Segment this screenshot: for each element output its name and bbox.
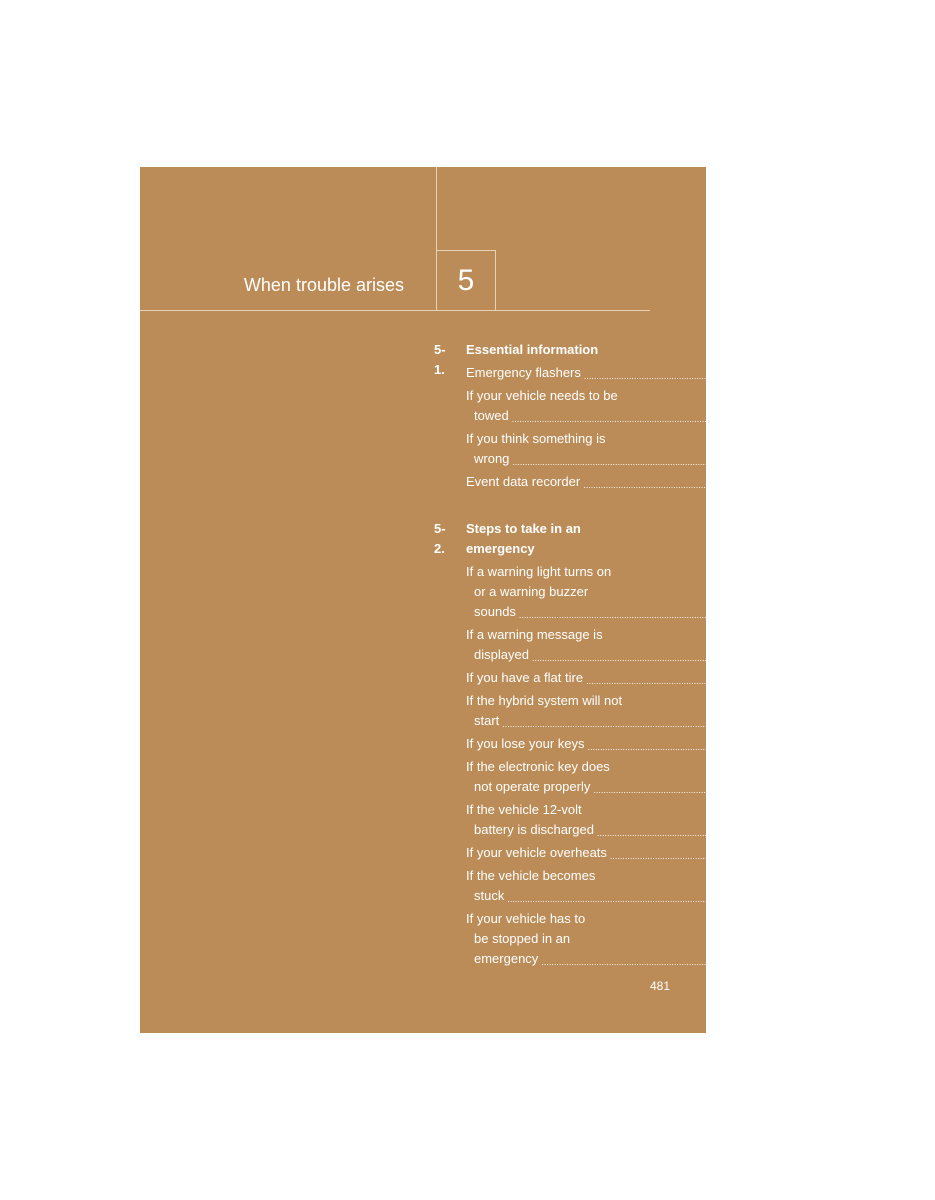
- toc-entry-text: If the hybrid system will not: [466, 693, 623, 708]
- toc-entry-text: towed: [474, 408, 509, 423]
- toc-entry[interactable]: [466, 668, 911, 688]
- toc-entry[interactable]: [466, 866, 833, 906]
- leader-dots: ........................................................................................................................: [586, 676, 887, 686]
- section-title: Essential information: [466, 342, 599, 357]
- toc-page-number: 482: [886, 365, 909, 380]
- leader-dots: ........................................................................................................................: [502, 719, 803, 729]
- leader-dots: ........................................................................................................................: [609, 851, 910, 861]
- toc-entry[interactable]: [466, 909, 867, 969]
- toc-entry[interactable]: [466, 363, 909, 383]
- toc-entry-text: Event data recorder: [466, 474, 581, 489]
- toc-entry-text: If a warning light turns on: [466, 564, 612, 579]
- toc-page-number: 483: [814, 408, 837, 423]
- toc-page-number: 490: [886, 474, 908, 489]
- toc-entry-text: displayed: [474, 647, 529, 662]
- toc-page-number: 521: [889, 670, 911, 685]
- leader-dots: ........................................................................................................................: [587, 742, 888, 752]
- toc-entry[interactable]: [466, 429, 838, 469]
- toc-page-number: 547: [844, 951, 867, 966]
- section-number: 5-1.: [434, 342, 446, 377]
- toc-entry-text: If a warning message is: [466, 627, 603, 642]
- toc-entry[interactable]: [466, 734, 913, 754]
- chapter-panel: [140, 167, 935, 1033]
- toc-page-number: 532: [890, 736, 913, 751]
- toc-entry-text: If your vehicle has to: [466, 911, 586, 926]
- toc-entry-text: If the vehicle becomes: [466, 868, 596, 883]
- toc-entry-text: battery is discharged: [474, 822, 594, 837]
- chapter-title: When trouble arises: [243, 275, 404, 295]
- toc-entry-text: sounds: [474, 604, 516, 619]
- leader-dots: ........................................................................................................................: [541, 957, 842, 967]
- toc-entry-text: If you think something is: [466, 431, 606, 446]
- section-number: 5-2.: [434, 521, 446, 556]
- toc-entry[interactable]: [466, 691, 828, 731]
- toc-entry-text: not operate properly: [474, 779, 591, 794]
- toc-entry-text: If the electronic key does: [466, 759, 610, 774]
- divider-horizontal: [140, 310, 650, 311]
- leader-dots: ........................................................................................................................: [593, 785, 894, 795]
- toc-page-number: 545: [810, 888, 833, 903]
- toc-entry-text: If you lose your keys: [466, 736, 585, 751]
- leader-dots: ........................................................................................................................: [511, 414, 812, 424]
- toc-page-number: 489: [815, 451, 838, 466]
- toc-page-number: 536: [900, 822, 922, 837]
- toc-entry-text: start: [474, 713, 500, 728]
- toc-entry[interactable]: [466, 562, 844, 622]
- leader-dots: ........................................................................................................................: [583, 371, 884, 381]
- leader-dots: ........................................................................................................................: [583, 480, 884, 490]
- page-number: 481: [649, 979, 670, 993]
- toc-entry-text: If your vehicle needs to be: [466, 388, 618, 403]
- toc-entry[interactable]: [466, 625, 857, 665]
- toc-page-number: 492: [821, 604, 844, 619]
- section-title: Steps to take in an emergency: [466, 521, 581, 556]
- toc-entry[interactable]: [466, 757, 919, 797]
- toc-entry-text: wrong: [474, 451, 510, 466]
- leader-dots: ........................................................................................................................: [596, 828, 898, 838]
- toc-entry[interactable]: [466, 800, 922, 840]
- toc-entry-text: Emergency flashers: [466, 365, 581, 380]
- chapter-number: 5: [436, 250, 496, 310]
- toc-entry-text: If your vehicle overheats: [466, 845, 607, 860]
- toc-entry-text: If the vehicle 12-volt: [466, 802, 582, 817]
- toc-entry-text: stuck: [474, 888, 505, 903]
- leader-dots: ........................................................................................................................: [531, 653, 832, 663]
- toc-page-number: 533: [896, 779, 919, 794]
- toc-entry-text: or a warning buzzer: [474, 584, 589, 599]
- toc-entry-text: If you have a flat tire: [466, 670, 584, 685]
- leader-dots: ........................................................................................................................: [512, 457, 813, 467]
- leader-dots: ........................................................................................................................: [507, 894, 808, 904]
- toc-page-number: 541: [912, 845, 935, 860]
- toc-entry[interactable]: [466, 843, 935, 863]
- toc-page-number: 501: [835, 647, 857, 662]
- toc-entry[interactable]: [466, 472, 908, 492]
- toc-entry[interactable]: [466, 386, 837, 426]
- toc-page-number: 530: [805, 713, 828, 728]
- toc-entry-text: be stopped in an: [474, 931, 571, 946]
- toc-entry-text: emergency: [474, 951, 539, 966]
- leader-dots: ........................................................................................................................: [518, 610, 819, 620]
